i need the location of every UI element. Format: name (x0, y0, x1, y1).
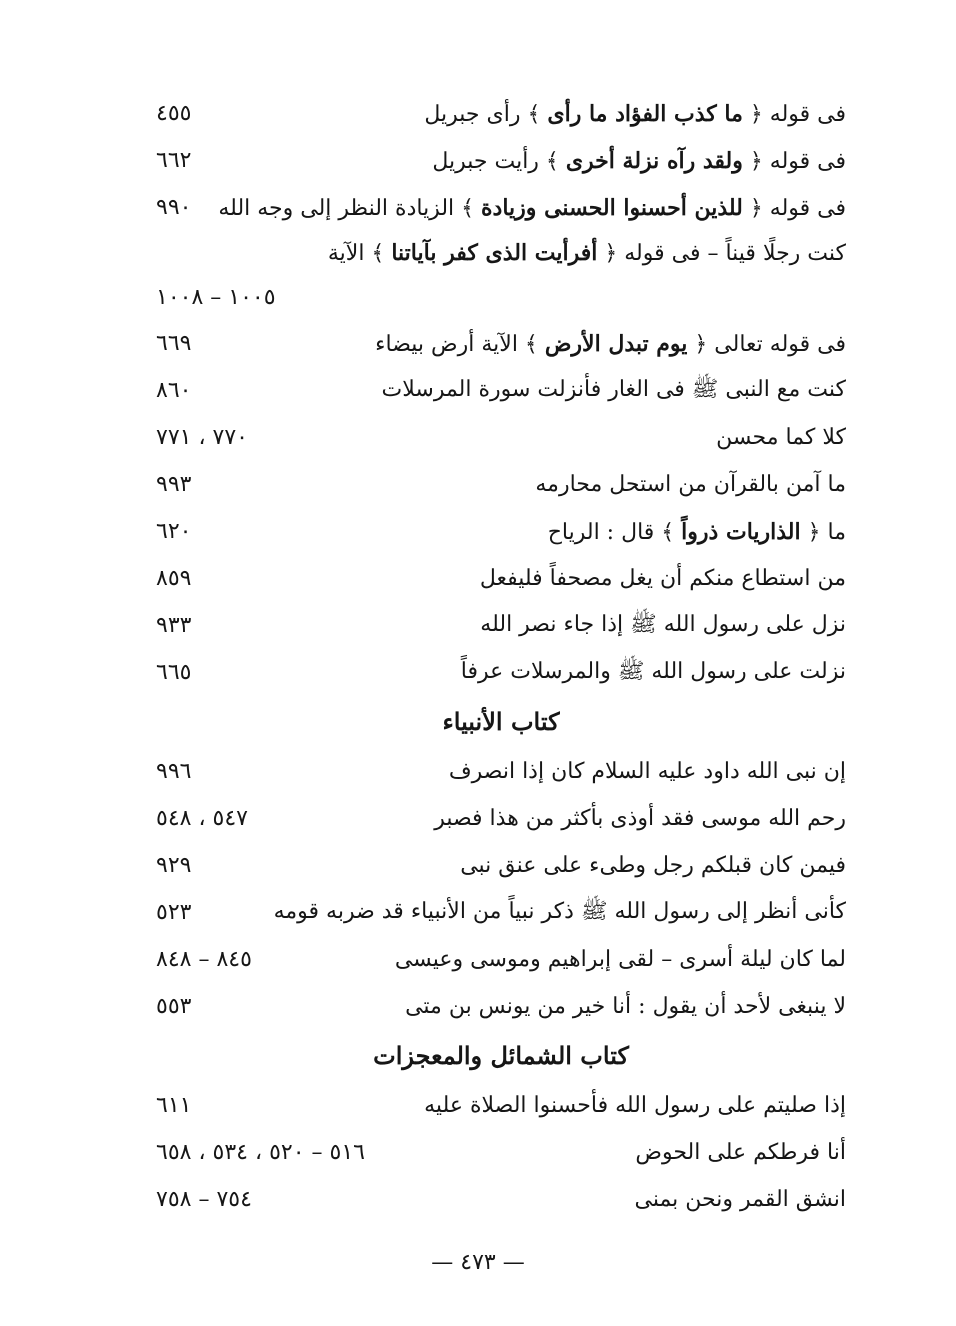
page-ref: ٦٦٥ (156, 660, 192, 685)
page-ref: ٨٦٠ (156, 378, 192, 403)
quran-verse: ولقد رآه نزلة أخرى (565, 147, 743, 174)
page-ref: ٧٥٤ – ٧٥٨ (156, 1187, 252, 1212)
section-heading: كتاب الشمائل والمعجزات (373, 1041, 629, 1070)
index-entry (156, 983, 846, 1030)
entry-text: فى قوله تعالى ﴿ يوم تبدل الأرض ﴾ الآية أرض بيضاء (375, 330, 846, 357)
entry-text: رحم الله موسى فقد أوذى بأكثر من هذا فصبر (434, 806, 846, 831)
page-ref: ١٠٠٥ – ١٠٠٨ (156, 284, 276, 310)
quran-verse: ما كذب الفؤاد ما رأى (547, 100, 743, 127)
entry-text: أنا فرطكم على الحوض (635, 1140, 846, 1165)
page-ref: ٨٥٩ (156, 566, 192, 591)
entry-text: كلا كما محسن (716, 425, 846, 450)
page-ref: ٦٦٩ (156, 331, 192, 356)
entry-text: كنت مع النبى ﷺ فى الغار فأنزلت سورة المرسلات (381, 376, 846, 402)
entry-text: فى قوله ﴿ ولقد رآه نزلة أخرى ﴾ رأيت جبريل (432, 147, 846, 174)
page-ref: ٥٢٣ (156, 900, 192, 925)
entry-text: نزلت على رسول الله ﷺ والمرسلات عرفاً (460, 658, 846, 684)
index-entry (156, 137, 846, 184)
index-entry (156, 461, 846, 508)
index-entry (156, 508, 846, 555)
entry-text: انشق القمر ونحن بمنى (634, 1187, 846, 1212)
entry-text: كأنى أنظر إلى رسول الله ﷺ ذكر نبياً من الأنبياء قد ضربه قومه (273, 898, 846, 924)
entry-text: فيمن كان قبلكم رجل وطىء على عنق نبى (460, 853, 846, 878)
entry-text: ما ﴿ الذاريات ذرواً ﴾ قال : الرياح (547, 518, 846, 545)
index-entry (156, 320, 846, 367)
index-entry (156, 602, 846, 649)
entry-text: لا ينبغى لأحد أن يقول : أنا خير من يونس بن متى (405, 994, 846, 1019)
page-ref: ٥١٦ – ٥٢٠ ، ٥٣٤ ، ٦٥٨ (156, 1140, 365, 1165)
entry-text: فى قوله ﴿ ما كذب الفؤاد ما رأى ﴾ رأى جبريل (424, 100, 846, 127)
page-ref: ٩٢٩ (156, 853, 192, 878)
entry-text: لما كان ليلة أسرى – لقى إبراهيم وموسى وعيسى (394, 947, 846, 972)
index-entry (156, 889, 846, 936)
quran-verse: أفرأيت الذى كفر بآياتنا (391, 239, 598, 266)
page-ref: ٨٤٥ – ٨٤٨ (156, 947, 252, 972)
page-ref: ٩٣٣ (156, 613, 192, 638)
index-entry (156, 414, 846, 461)
index-entry (156, 936, 846, 983)
page-ref: ٤٥٥ (156, 101, 192, 126)
page-ref: ٥٤٧ ، ٥٤٨ (156, 806, 248, 831)
entry-text: إن نبى الله داود عليه السلام كان إذا انصرف (448, 759, 846, 784)
index-entry (156, 795, 846, 842)
quran-verse: يوم تبدل الأرض (544, 330, 688, 357)
section-heading: كتاب الأنبياء (442, 707, 560, 736)
index-entry (156, 555, 846, 602)
index-entry (156, 231, 846, 274)
quran-verse: الذاريات ذرواً (681, 518, 801, 545)
page-ref: ٩٩٣ (156, 472, 192, 497)
quran-verse: للذين أحسنوا الحسنى وزيادة (481, 194, 743, 221)
index-entry (156, 842, 846, 889)
index-entry (156, 184, 846, 231)
page-ref: ٦١١ (156, 1093, 192, 1118)
index-entry (156, 367, 846, 414)
entry-text: نزل على رسول الله ﷺ إذا جاء نصر الله (480, 611, 846, 637)
index-entry (156, 1082, 846, 1129)
page-ref: ٥٥٣ (156, 994, 192, 1019)
page-number: — ٤٧٣ — (431, 1250, 525, 1275)
entry-text: من استطاع منكم أن يغل مصحفاً فليفعل (479, 566, 846, 591)
index-entry (156, 1176, 846, 1223)
index-content (156, 90, 846, 1223)
entry-text: ما آمن بالقرآن من استحل محارمه (535, 472, 846, 497)
index-entry-continuation (156, 274, 846, 320)
page-ref: ٦٢٠ (156, 519, 192, 544)
entry-text: فى قوله ﴿ للذين أحسنوا الحسنى وزيادة ﴾ الزيادة النظر إلى وجه الله (218, 194, 846, 221)
index-entry (156, 748, 846, 795)
page-ref: ٩٩٠ (156, 195, 192, 220)
entry-text: كنت رجلًا قيناً – فى قوله ﴿ أفرأيت الذى كفر بآياتنا ﴾ الآية (327, 239, 846, 266)
index-entry (156, 649, 846, 696)
entry-text: إذا صليتم على رسول الله فأحسنوا الصلاة عليه (424, 1093, 846, 1118)
index-entry (156, 90, 846, 137)
page-ref: ٦٦٢ (156, 148, 192, 173)
page-ref: ٧٧٠ ، ٧٧١ (156, 425, 248, 450)
page-ref: ٩٩٦ (156, 759, 192, 784)
index-entry (156, 1129, 846, 1176)
